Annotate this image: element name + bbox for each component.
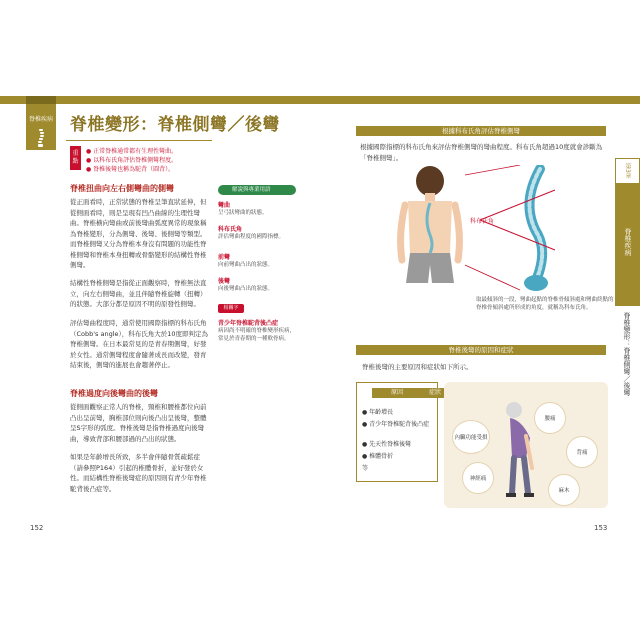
page-title: 脊椎變形：脊椎側彎／後彎 [70, 115, 280, 135]
kyphosis-section-title: 脊椎後彎的原因和症狀 [356, 345, 606, 355]
symptom-label: 症狀 [410, 388, 460, 398]
kyphosis-intro: 脊椎後彎的主要原因和症狀如下所示。 [362, 363, 473, 371]
note-term-1: 彎曲 [218, 202, 231, 209]
title-underline [66, 140, 212, 141]
key-point-3: ● 脊椎後彎也稱為駝背（圓背）。 [86, 166, 175, 173]
notes-header [218, 185, 296, 195]
cause-item-1-text: 年齡增長 [369, 409, 394, 416]
related-desc: 病因尚不明確的脊椎變形疾病，常見於青春期的一種軟骨病。 [218, 328, 296, 342]
cause-item-2: ● 青少年脊椎駝背後凸症 [362, 421, 430, 428]
related-badge: 相關字 [218, 304, 244, 313]
cause-label: 原因 [372, 388, 422, 398]
key-point-2: ● 以科布氏角評估脊椎側彎程度。 [86, 157, 178, 164]
cause-item-4-text: 椎體骨折 [369, 453, 394, 460]
symptom-bubble-3 [566, 436, 598, 468]
section1-paragraph-3: 評估彎曲程度時，通常使用國際指標的科布氏角（Cobb's angle），科布氏角大於10度即判定為脊椎側彎。在日本最常見的是青春期側彎，好發於女性。通常側彎程度會隨著成長而改變，發育結束後，側彎的進展也會趨著停止。 [70, 319, 209, 369]
cause-item-5: 等 [362, 465, 369, 472]
note-desc-4: 向後彎曲凸出的狀態。 [218, 286, 274, 292]
spine-zoom [524, 169, 548, 291]
spine-icon [34, 128, 48, 150]
cobb-description: 根據國際指標的科布氏角來評估脊椎側彎的彎曲程度。科布氏角超過10度就會診斷為「脊椎側彎」。 [360, 143, 603, 162]
symptom-bubble-2 [452, 420, 490, 454]
cause-item-3: ● 先天性脊椎後彎 [362, 441, 412, 448]
page-number-right: 153 [594, 524, 608, 532]
note-term-2: 科布氏角 [218, 226, 243, 233]
category-label: 脊椎疾病 [28, 116, 53, 123]
cobb-section-title: 根據科布氏角評估脊椎側彎 [356, 126, 606, 136]
note-desc-2: 評估彎曲程度的國際指標。 [218, 234, 285, 240]
symptom-bubble-5 [548, 474, 580, 506]
notes-header-text: 解說與專業用語 [232, 187, 271, 193]
cause-item-4: ● 椎體骨折 [362, 453, 394, 460]
symptom-bubble-1 [534, 402, 566, 434]
chapter-tab [615, 158, 640, 184]
section2-paragraph-1: 從側面觀察正常人的脊椎，頸椎和腰椎都位向前凸出呈前彎，胸椎部位則向後凸出呈後彎，整體呈S字形的弧度。脊椎後彎是指脊椎過度向後彎曲，導致背部和腰部過的凸出的狀態。 [70, 403, 207, 443]
key-point-2-text: 以科布氏角評估脊椎側彎程度。 [93, 157, 178, 164]
section-title-scoliosis: 脊椎扭曲向左右側彎曲的側彎 [70, 184, 174, 193]
note-term-3: 前彎 [218, 254, 231, 261]
section-title-kyphosis: 脊椎過度向後彎曲的後彎 [70, 389, 158, 398]
symptom-3-text: 背痛 [576, 450, 588, 456]
related-term: 青少年脊椎駝背後凸症 [218, 320, 279, 327]
section1-paragraph-2: 結構性脊椎側彎是指從正面觀察時，脊椎無法直立，向左右側彎曲，並且伴隨脊椎旋轉（扭轉）的狀態。大部分都是原因不明的原發性側彎。 [70, 279, 207, 308]
scoliosis-figure [370, 165, 590, 295]
side-running-title: 脊椎變形：脊椎側彎／後彎 [623, 312, 631, 396]
cause-item-3-text: 先天性脊椎後彎 [369, 441, 412, 448]
key-point-3-text: 脊椎後彎也稱為駝背（圓背）。 [93, 166, 175, 173]
cause-item-2-text: 青少年脊椎駝背後凸症 [369, 421, 430, 428]
chapter-tab-label: 第3章 [624, 163, 631, 179]
cobb-caption: 取最傾斜的一段，彎曲起點的脊椎骨傾斜處和彎曲終點的脊椎骨傾斜處所形成的角度，就稱為科布氏角。 [476, 297, 614, 311]
category-side-tab [615, 184, 640, 306]
key-points-badge: 重點 [70, 146, 81, 170]
banner-accent [26, 96, 56, 104]
symptom-5-text: 麻木 [558, 488, 570, 494]
key-point-1-text: 正常脊椎通常都有生理性彎曲。 [93, 148, 178, 155]
section2-paragraph-2: 如果是年齡增長所致，多半會伴隨骨質疏鬆症（請參照P164）引起的椎體骨折，並好發於女性。而結構性脊椎後彎症的原因則有青少年脊椎駝背後凸症等。 [70, 453, 207, 493]
cobb-angle-label: 科布氏角 [470, 218, 495, 225]
symptom-bubble-4 [462, 462, 494, 494]
symptom-2-text: 內臟功能受損 [454, 435, 488, 441]
symptom-4-text: 神經痛 [469, 476, 487, 482]
top-banner [0, 96, 640, 104]
key-point-1: ● 正常脊椎通常都有生理性彎曲。 [86, 148, 178, 155]
note-desc-1: 呈弓狀彎曲的狀態。 [218, 210, 268, 216]
page-number-left: 152 [30, 524, 44, 532]
cause-item-1: ● 年齡增長 [362, 409, 394, 416]
section1-paragraph-1: 從正面看時，正常狀態的脊椎呈筆直狀延伸，但從側面看時，則是呈現有凹凸曲線的生理性彎曲。脊椎横向彎曲或前後彎曲弧度異常的現象稱為脊椎變形，分為側彎、後彎、後側彎等類型。而脊椎側彎又分為脊椎本身沒有問題的功能性脊椎側彎和脊椎本身扭轉或骨骼變形的結構性脊椎側彎。 [70, 198, 207, 269]
symptom-1-text: 腰痛 [544, 416, 556, 422]
note-desc-3: 向前彎曲凸出的狀態。 [218, 262, 274, 268]
note-term-4: 後彎 [218, 278, 231, 285]
category-side-label: 脊椎疾病 [624, 228, 632, 256]
